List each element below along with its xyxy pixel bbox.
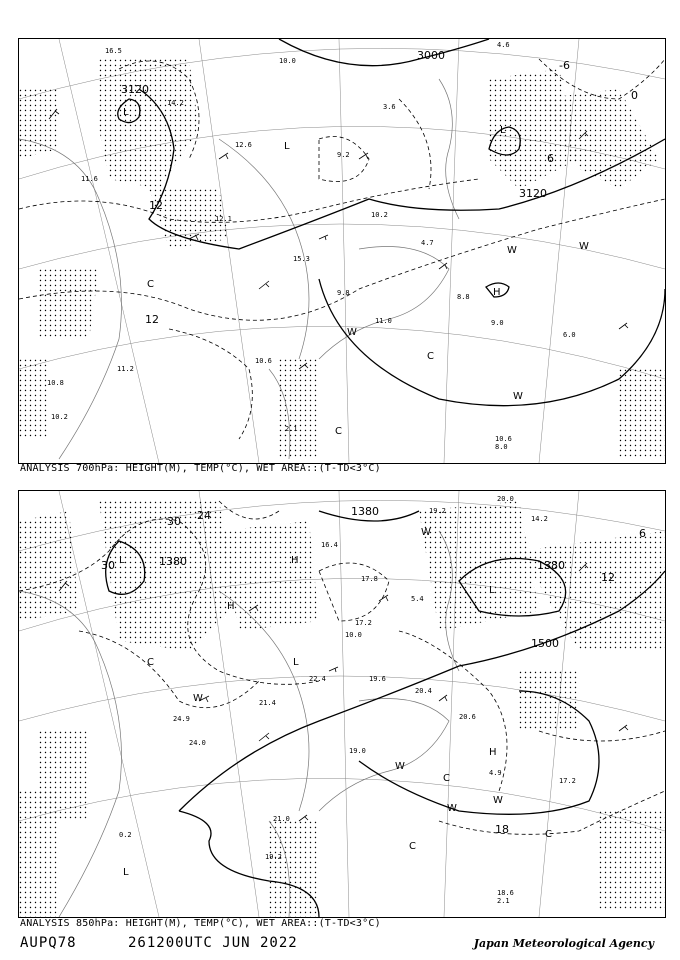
station-value: 12.1 xyxy=(215,215,232,223)
station-value: 9.2 xyxy=(337,151,350,159)
contour-label: 30 xyxy=(167,515,181,528)
station-value: 4.7 xyxy=(421,239,434,247)
warm-center: W xyxy=(579,241,589,252)
warm-center: W xyxy=(395,761,405,772)
caption-850hpa: ANALYSIS 850hPa: HEIGHT(M), TEMP(°C), WET AREA::(T-TD<3°C) xyxy=(20,918,381,929)
analysis-datetime: 261200UTC JUN 2022 xyxy=(128,935,298,951)
station-value: 16.5 xyxy=(105,47,122,55)
station-value: 14.2 xyxy=(531,515,548,523)
station-value: 8.0 xyxy=(495,443,508,451)
low-center: L xyxy=(489,585,495,596)
contour-label: 3120 xyxy=(121,83,149,96)
low-center: L xyxy=(123,107,129,118)
contour-label: 0 xyxy=(631,89,638,102)
station-value: 10.2 xyxy=(51,413,68,421)
contour-label: 1380 xyxy=(159,555,187,568)
map-700hpa xyxy=(18,38,666,464)
station-value: 10.6 xyxy=(255,357,272,365)
station-value: 12.6 xyxy=(235,141,252,149)
station-value: 19.0 xyxy=(349,747,366,755)
station-value: 3.6 xyxy=(383,103,396,111)
low-center: L xyxy=(119,555,125,566)
warm-center: W xyxy=(347,327,357,338)
station-value: 20.0 xyxy=(497,495,514,503)
chart-code: AUPQ78 xyxy=(20,935,77,951)
station-value: 0.2 xyxy=(119,831,132,839)
station-value: 2.1 xyxy=(497,897,510,905)
map-700hpa-canvas xyxy=(19,39,665,463)
cold-center: C xyxy=(147,657,154,668)
contour-label: 18 xyxy=(495,823,509,836)
station-value: 16.4 xyxy=(321,541,338,549)
station-value: 20.4 xyxy=(415,687,432,695)
station-value: 9.0 xyxy=(491,319,504,327)
contour-label: 3000 xyxy=(417,49,445,62)
station-value: 9.8 xyxy=(337,289,350,297)
station-value: 6.0 xyxy=(563,331,576,339)
contour-label: 6 xyxy=(639,527,646,540)
warm-center: W xyxy=(421,527,431,538)
station-value: 8.8 xyxy=(457,293,470,301)
contour-label: 30 xyxy=(101,559,115,572)
station-value: 24.9 xyxy=(173,715,190,723)
cold-center: C xyxy=(147,279,154,290)
contour-label: 12 xyxy=(145,313,159,326)
low-center: L xyxy=(500,125,506,136)
warm-center: W xyxy=(513,391,523,402)
low-center: L xyxy=(123,867,129,878)
station-value: 22.4 xyxy=(309,675,326,683)
caption-700hpa: ANALYSIS 700hPa: HEIGHT(M), TEMP(°C), WET AREA::(T-TD<3°C) xyxy=(20,463,381,474)
station-value: 19.2 xyxy=(265,853,282,861)
cold-center: C xyxy=(545,829,552,840)
station-value: 5.4 xyxy=(411,595,424,603)
station-value: 2.1 xyxy=(285,425,298,433)
warm-center: W xyxy=(493,795,503,806)
map-850hpa xyxy=(18,490,666,918)
station-value: 14.2 xyxy=(167,99,184,107)
station-value: 10.0 xyxy=(279,57,296,65)
low-center: L xyxy=(293,657,299,668)
station-value: 4.6 xyxy=(497,41,510,49)
contour-label: 24 xyxy=(197,509,211,522)
contour-label: 6 xyxy=(547,152,554,165)
station-value: 10.8 xyxy=(47,379,64,387)
station-value: 10.0 xyxy=(345,631,362,639)
contour-label: -6 xyxy=(559,59,570,72)
low-center: L xyxy=(284,141,290,152)
warm-center: W xyxy=(507,245,517,256)
contour-label: 1500 xyxy=(531,637,559,650)
cold-center: C xyxy=(335,426,342,437)
contour-label: 3120 xyxy=(519,187,547,200)
station-value: 17.2 xyxy=(355,619,372,627)
cold-center: C xyxy=(427,351,434,362)
station-value: 11.6 xyxy=(81,175,98,183)
station-value: 20.6 xyxy=(459,713,476,721)
contour-label: 12 xyxy=(149,199,163,212)
station-value: 19.2 xyxy=(429,507,446,515)
agency-name: Japan Meteorological Agency xyxy=(473,937,654,950)
cold-center: C xyxy=(409,841,416,852)
cold-center: C xyxy=(443,773,450,784)
station-value: 17.8 xyxy=(361,575,378,583)
station-value: 18.6 xyxy=(497,889,514,897)
warm-center: W xyxy=(447,803,457,814)
high-center: H xyxy=(493,287,501,298)
warm-center: W xyxy=(193,693,203,704)
station-value: 24.0 xyxy=(189,739,206,747)
station-value: 21.0 xyxy=(273,815,290,823)
station-value: 19.6 xyxy=(369,675,386,683)
station-value: 11.2 xyxy=(117,365,134,373)
high-center: H xyxy=(291,555,299,566)
contour-label: 1380 xyxy=(351,505,379,518)
contour-label: 1380 xyxy=(537,559,565,572)
high-center: H xyxy=(227,601,235,612)
station-value: 10.2 xyxy=(371,211,388,219)
wet-areas xyxy=(19,59,665,459)
station-value: 15.3 xyxy=(293,255,310,263)
high-center: H xyxy=(489,747,497,758)
station-value: 11.0 xyxy=(375,317,392,325)
station-value: 4.9 xyxy=(489,769,502,777)
station-value: 10.6 xyxy=(495,435,512,443)
map-850hpa-canvas xyxy=(19,491,665,917)
contour-label: 12 xyxy=(601,571,615,584)
station-value: 17.2 xyxy=(559,777,576,785)
station-value: 21.4 xyxy=(259,699,276,707)
